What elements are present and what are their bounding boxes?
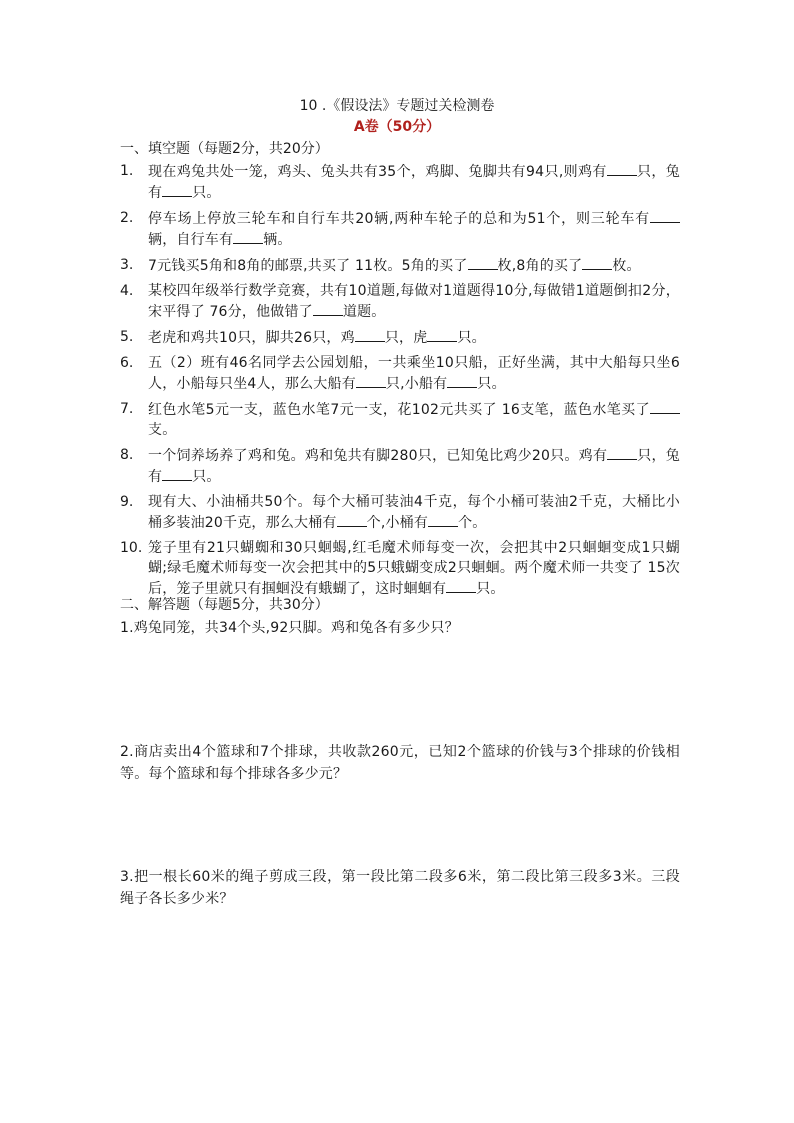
question-text-part: 停车场上停放三轮车和自行车共20辆,两种车轮子的总和为51个，则三轮车有 — [148, 211, 650, 227]
fill-in-question — [120, 492, 680, 533]
fill-in-question — [120, 353, 680, 394]
question-text-part: 道题。 — [342, 304, 386, 320]
question-number: 4. — [120, 283, 134, 299]
solve-problem-1: 1.鸡兔同笼，共34个头,92只脚。鸡和兔各有多少只？ — [120, 620, 459, 636]
question-text-part: 现有大、小油桶共50个。每个大桶可装油4千克，每个小桶可装油2千克，大桶比小桶多装油20千克，那么大桶有 — [148, 494, 680, 531]
question-text-part: 五（2）班有46名同学去公园划船，一共乘坐10只船，正好坐满，其中大船每只坐6人，小船每只坐4人，那么大船有 — [148, 355, 680, 392]
fill-in-question — [120, 445, 680, 487]
question-text-part: 支。 — [148, 422, 177, 438]
question-number: 3. — [120, 257, 134, 273]
solve-problem-3: 3.把一根长60米的绳子剪成三段，第一段比第二段多6米，第二段比第三段多3米。三段绳子各长多少米？ — [120, 869, 680, 907]
question-text-part: 个,小桶有 — [366, 515, 429, 531]
answer-blank[interactable] — [468, 255, 498, 270]
question-text-part: 只。 — [192, 469, 221, 485]
paper-subtitle: A卷（50分） — [353, 119, 441, 135]
question-text-part: 只。 — [477, 376, 506, 392]
question-text-part: 只。 — [192, 185, 221, 201]
fill-in-question — [120, 161, 680, 203]
question-text-part: 只,小船有 — [385, 376, 448, 392]
question-number: 10. — [120, 540, 143, 556]
question-number: 9. — [120, 494, 134, 510]
answer-blank[interactable] — [447, 373, 477, 388]
question-text — [148, 538, 680, 599]
answer-blank[interactable] — [650, 208, 680, 223]
answer-blank[interactable] — [355, 327, 385, 342]
question-text-part: 只，虎 — [384, 330, 428, 346]
answer-blank[interactable] — [356, 373, 386, 388]
question-text — [148, 255, 680, 276]
question-number: 2. — [120, 210, 134, 226]
question-number: 8. — [120, 447, 134, 463]
fill-in-question — [120, 538, 680, 599]
question-text — [148, 208, 680, 250]
answer-blank[interactable] — [582, 255, 612, 270]
fill-in-question-list — [120, 161, 680, 604]
page-title: 10 .《假设法》专题过关检测卷 — [299, 98, 495, 114]
question-number: 7. — [120, 401, 134, 417]
question-text — [148, 445, 680, 487]
answer-blank[interactable] — [162, 182, 192, 197]
question-number: 1. — [120, 163, 134, 179]
question-text-part: 某校四年级举行数学竞赛，共有10道题,每做对1道题得10分,每做错1道题倒扣2分，宋平得了 76分，他做错了 — [148, 283, 680, 320]
question-text-part: 只。 — [476, 581, 505, 597]
fill-in-question — [120, 255, 680, 276]
question-text-part: 只，兔有 — [148, 448, 680, 485]
question-number: 6. — [120, 355, 134, 371]
question-number: 5. — [120, 329, 134, 345]
question-text-part: 红色水笔5元一支，蓝色水笔7元一支，花102元共买了 16支笔，蓝色水笔买了 — [148, 402, 650, 418]
question-text — [148, 399, 680, 440]
question-text-part: 一个饲养场养了鸡和兔。鸡和兔共有脚280只，已知兔比鸡少20只。鸡有 — [148, 448, 608, 464]
question-text — [148, 492, 680, 533]
solve-problem-2: 2.商店卖出4个篮球和7个排球，共收款260元，已知2个篮球的价钱与3个排球的价钱相等。每个篮球和每个排球各多少元？ — [120, 744, 680, 782]
section-heading-solve: 二、解答题（每题5分，共30分） — [120, 597, 329, 613]
answer-blank[interactable] — [650, 399, 680, 414]
question-text-part: 枚,8角的买了 — [497, 258, 583, 274]
answer-blank[interactable] — [162, 466, 192, 481]
fill-in-question — [120, 281, 680, 322]
question-text-part: 现在鸡兔共处一笼，鸡头、兔头共有35个，鸡脚、兔脚共有94只,则鸡有 — [148, 164, 607, 180]
question-text-part: 辆。 — [263, 232, 292, 248]
question-text-part: 辆，自行车有 — [148, 232, 234, 248]
answer-blank[interactable] — [446, 578, 476, 593]
question-text-part: 个。 — [458, 515, 487, 531]
question-text-part: 只，兔有 — [148, 164, 680, 201]
fill-in-question — [120, 399, 680, 440]
answer-blank[interactable] — [607, 445, 637, 460]
question-text — [148, 327, 680, 348]
answer-blank[interactable] — [337, 512, 367, 527]
question-text-part: 老虎和鸡共10只，脚共26只，鸡 — [148, 330, 355, 346]
answer-blank[interactable] — [427, 327, 457, 342]
section-heading-fill-in: 一、填空题（每题2分，共20分） — [120, 141, 329, 157]
answer-blank[interactable] — [313, 301, 343, 316]
fill-in-question — [120, 327, 680, 348]
fill-in-question — [120, 208, 680, 250]
question-text-part: 7元钱买5角和8角的邮票,共买了 11枚。5角的买了 — [148, 258, 468, 274]
question-text — [148, 161, 680, 203]
question-text-part: 笼子里有21只蝴蜘和30只蛔蝎,红毛魔术师每变一次，会把其中2只蛔蛔变成1只蝴蝴;绿毛魔术师每变一次会把其中的5只蛾蝴变成2只蛔蛔。两个魔术师一共变了 15次后，笼子里就只有掴蛔没有蛾蝴了，这时蛔蛔有 — [148, 540, 680, 597]
answer-blank[interactable] — [233, 229, 263, 244]
answer-blank[interactable] — [607, 161, 637, 176]
question-text — [148, 353, 680, 394]
question-text-part: 枚。 — [612, 258, 641, 274]
question-text — [148, 281, 680, 322]
question-text-part: 只。 — [457, 330, 486, 346]
answer-blank[interactable] — [428, 512, 458, 527]
